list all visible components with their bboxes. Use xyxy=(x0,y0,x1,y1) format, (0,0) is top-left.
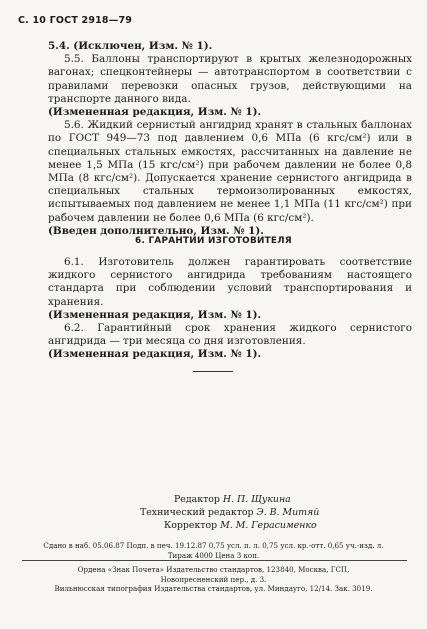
imprint-line: Тираж 4000 Цена 3 коп. xyxy=(167,550,260,560)
imprint-line: Вильнюсская типография Издательства стандартов, ул. Миндауго, 12/14. Зак. 3019. xyxy=(54,584,373,594)
section-5-body xyxy=(48,40,412,238)
tech-editor-name: Э. В. Митяй xyxy=(256,507,320,519)
page-header: С. 10 ГОСТ 2918—79 xyxy=(18,15,133,26)
amendment-note: (Измененная редакция, Изм. № 1). xyxy=(48,308,262,321)
editor-name: Н. П. Щукина xyxy=(222,494,291,505)
tech-editor-label: Технический редактор xyxy=(140,507,254,519)
imprint-block xyxy=(0,541,427,594)
imprint-rule xyxy=(22,560,407,561)
amendment-note: (Введен дополнительно, Изм. № 1). xyxy=(48,224,264,237)
clause-5-6: 5.6. Жидкий сернистый ангидрид хранят в стальных баллонах по ГОСТ 949—73 под давлением 0,6 МПа (6 кгс/см²) или в специальных стальных емкостях, рассчитанных на давление не менее 1,5 МПа (15 кгс/см²) при рабочем давлении не более 0,8 МПа (8 кгс/см²). Допускается хранение сернистого ангидрида в специальных стальных термоизолированных емкостях, испытываемых под давлением не менее 1,1 МПа (11 кгс/см²) при рабочем давлении не более 0,6 МПа (6 кгс/см²). xyxy=(48,119,412,224)
clause-5-5: 5.5. Баллоны транспортируют в крытых железнодорожных вагонах; спецконтейнеры — автотранспортом в соответствии с правилами перевозки опасных грузов, действующими на транспорте данного вида. xyxy=(48,53,412,105)
amendment-note: (Измененная редакция, Изм. № 1). xyxy=(48,348,262,361)
imprint-line: Ордена «Знак Почета» Издательство стандартов, 123840, Москва, ГСП, xyxy=(77,565,350,575)
amendment-note: (Измененная редакция, Изм. № 1). xyxy=(48,106,262,119)
imprint-line: Новопресненский пер., д. 3. xyxy=(160,574,267,584)
clause-5-4: 5.4. (Исключен, Изм. № 1). xyxy=(48,40,213,52)
section-divider xyxy=(193,371,233,372)
clause-6-1: 6.1. Изготовитель должен гарантировать соответствие жидкого сернистого ангидрида требованиям настоящего стандарта при соблюдении условий транспортирования и хранения. xyxy=(48,256,412,308)
corrector-name: М. М. Герасименко xyxy=(220,520,317,532)
editor-row xyxy=(140,493,319,506)
imprint-line: Сдано в наб. 05.06.87 Подп. в печ. 19.12.87 0,75 усл. п. л. 0,75 усл. кр.-отт. 0,65 уч.-изд. л. xyxy=(43,541,384,550)
section-6-title: 6. ГАРАНТИИ ИЗГОТОВИТЕЛЯ xyxy=(135,236,292,246)
editor-label: Редактор xyxy=(174,494,220,505)
section-6-body xyxy=(48,256,412,362)
clause-6-2: 6.2. Гарантийный срок хранения жидкого сернистого ангидрида — три месяца со дня изготовления. xyxy=(48,322,412,348)
tech-editor-row xyxy=(140,506,319,519)
corrector-row xyxy=(140,519,319,532)
editors-block xyxy=(140,493,319,533)
corrector-label: Корректор xyxy=(164,520,218,532)
